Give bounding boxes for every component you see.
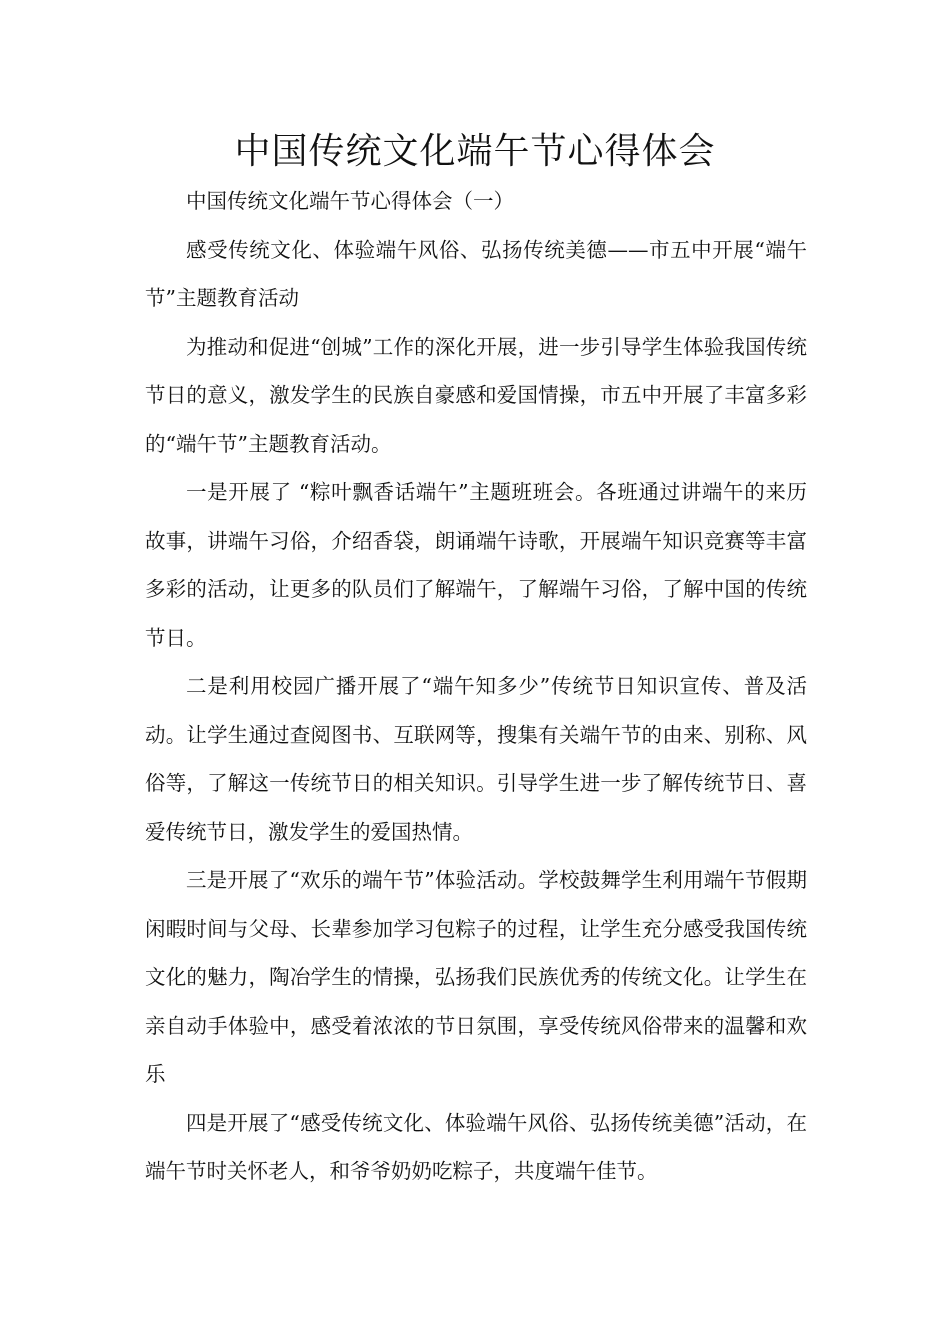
paragraph-item-1: 一是开展了 “粽叶飘香话端午”主题班班会。各班通过讲端午的来历故事，讲端午习俗，介绍香袋，朗诵端午诗歌，开展端午知识竞赛等丰富多彩的活动，让更多的队员们了解端午，了解端午习俗，了解中国的传统节日。 bbox=[145, 480, 807, 650]
paragraph-item-4: 四是开展了“感受传统文化、体验端午风俗、弘扬传统美德”活动，在端午节时关怀老人，和爷爷奶奶吃粽子，共度端午佳节。 bbox=[145, 1110, 807, 1183]
paragraph-item-3: 三是开展了“欢乐的端午节”体验活动。学校鼓舞学生利用端午节假期闲暇时间与父母、长辈参加学习包粽子的过程，让学生充分感受我国传统文化的魅力，陶冶学生的情操，弘扬我们民族优秀的传统文化。让学生在亲自动手体验中，感受着浓浓的节日氛围，享受传统风俗带来的温馨和欢乐 bbox=[145, 868, 807, 1086]
document-body bbox=[145, 177, 807, 1196]
paragraph-subtitle: 中国传统文化端午节心得体会（一） bbox=[186, 189, 514, 213]
document-title: 中国传统文化端午节心得体会 bbox=[234, 131, 716, 172]
paragraph-intro: 为推动和促进“创城”工作的深化开展，进一步引导学生体验我国传统节日的意义，激发学生的民族自豪感和爱国情操，市五中开展了丰富多彩的“端午节”主题教育活动。 bbox=[145, 334, 807, 456]
paragraph-item-2: 二是利用校园广播开展了“端午知多少”传统节日知识宣传、普及活动。让学生通过查阅图书、互联网等，搜集有关端午节的由来、别称、风俗等，了解这一传统节日的相关知识。引导学生进一步了解传统节日、喜爱传统节日，激发学生的爱国热情。 bbox=[145, 674, 807, 844]
paragraph-heading: 感受传统文化、体验端午风俗、弘扬传统美德——市五中开展“端午节”主题教育活动 bbox=[145, 237, 807, 310]
